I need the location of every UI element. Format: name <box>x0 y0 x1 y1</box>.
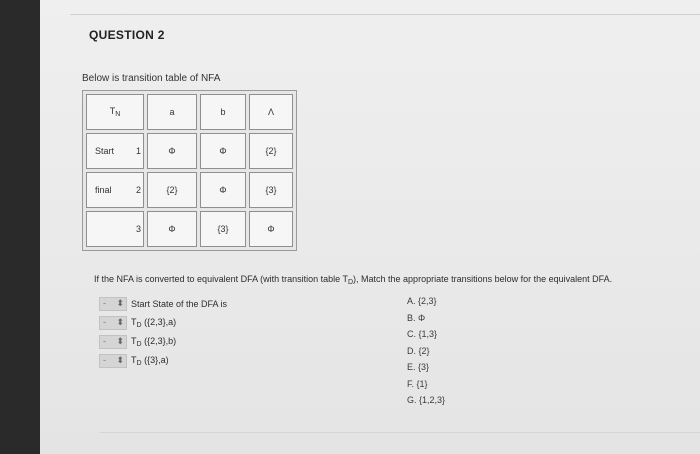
answer-option: F. {1} <box>407 378 428 389</box>
answer-select[interactable]: - ⬍ <box>99 297 127 311</box>
answer-options <box>407 296 445 412</box>
select-arrows-icon: ⬍ <box>116 316 124 327</box>
state-cell: final 2 <box>86 172 144 208</box>
header-a: a <box>147 94 197 130</box>
cell-lambda: {2} <box>249 133 293 169</box>
divider-bottom <box>100 432 700 433</box>
table-header-row <box>86 94 293 130</box>
table-row <box>86 133 293 169</box>
match-label: $T_D$ ({3},a) <box>131 354 169 367</box>
nfa-transition-table <box>82 90 297 251</box>
match-row-3a <box>99 351 227 370</box>
answer-option: E. {3} <box>407 362 430 372</box>
header-lambda: Λ <box>249 94 293 130</box>
answer-select[interactable]: - ⬍ <box>99 354 127 368</box>
select-arrows-icon: ⬍ <box>116 297 124 308</box>
cell-a: Φ <box>147 211 197 247</box>
answer-option: C. {1,3} <box>407 329 438 339</box>
answer-select[interactable]: - ⬍ <box>99 335 127 349</box>
table-row <box>86 211 293 247</box>
state-cell: 3 <box>86 211 144 247</box>
question-title: QUESTION 2 <box>89 28 165 42</box>
answer-option: D. {2} <box>407 345 430 356</box>
cell-lambda: {3} <box>249 172 293 208</box>
divider-top <box>70 14 700 15</box>
answer-option: A. {2,3} <box>407 296 437 306</box>
match-label: $T_D$ ({2,3},a) <box>131 316 177 329</box>
table-row <box>86 172 293 208</box>
answer-select[interactable]: - ⬍ <box>99 316 127 330</box>
match-row-23b <box>99 332 227 351</box>
cell-b: Φ <box>200 133 246 169</box>
state-cell: Start 1 <box>86 133 144 169</box>
match-label: Start State of the DFA is <box>131 298 228 309</box>
select-arrows-icon: ⬍ <box>116 335 124 346</box>
match-list <box>99 294 227 370</box>
match-label: $T_D$ ({2,3},b) <box>131 335 177 348</box>
answer-option: G. {1,2,3} <box>407 395 446 405</box>
question-text: If the NFA is converted to equivalent DFA (with transition table $T_D$), Match the appropriate transitions below for the equivalent DFA. <box>94 274 613 286</box>
select-arrows-icon: ⬍ <box>116 354 124 365</box>
header-b: b <box>200 94 246 130</box>
cell-b: Φ <box>200 172 246 208</box>
match-row-23a <box>99 313 227 332</box>
header-tn: $T_N$ <box>86 94 144 130</box>
cell-b: {3} <box>200 211 246 247</box>
match-row-start-state <box>99 294 227 313</box>
cell-a: Φ <box>147 133 197 169</box>
intro-text: Below is transition table of NFA <box>82 73 221 84</box>
cell-a: {2} <box>147 172 197 208</box>
answer-option: B. Φ <box>407 312 426 323</box>
cell-lambda: Φ <box>249 211 293 247</box>
